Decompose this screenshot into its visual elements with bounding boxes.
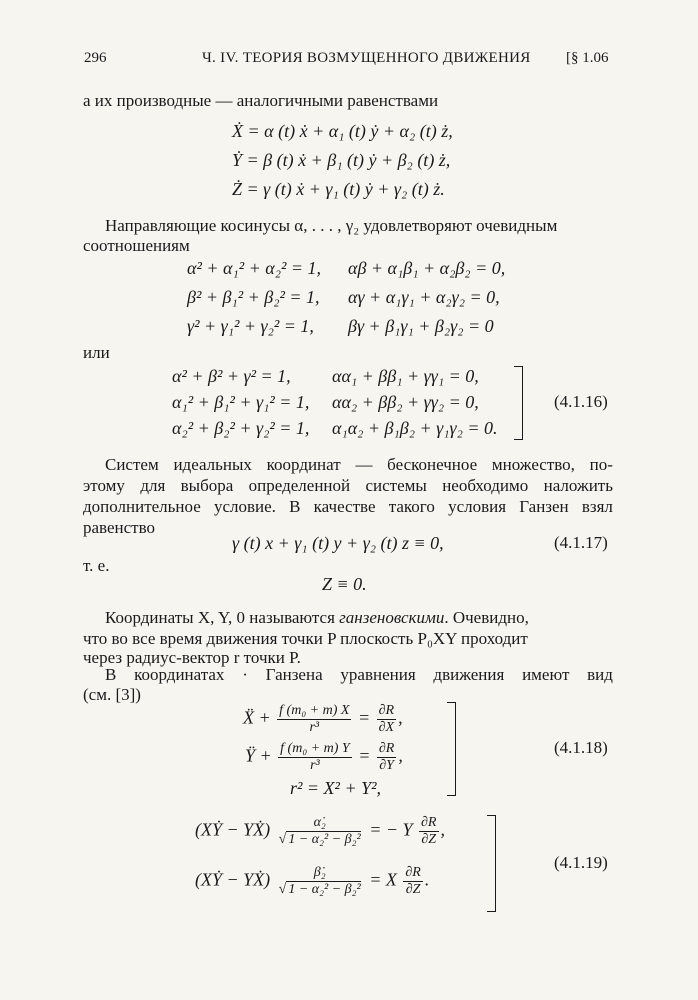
term: (XẎ − YẊ) (195, 869, 271, 890)
relation-b-right-3: α₁α₂ + β₁β₂ + γ₁γ₂ = 0. (332, 418, 498, 438)
word: этому (83, 476, 125, 495)
fraction (403, 865, 422, 898)
relation-a-right-3: βγ + β₁γ₁ + β₂γ₂ = 0 (348, 316, 494, 336)
denominator: √ 1 − α₂² − β₂² (278, 882, 361, 897)
word: имеют (522, 665, 570, 684)
section-ref: [§ 1.06 (566, 50, 609, 66)
page-number: 296 (84, 50, 107, 66)
para1-line-3 (83, 497, 613, 517)
word: Ганзена (265, 665, 323, 684)
denominator: ∂Z (405, 882, 421, 897)
word: дополнительное (83, 497, 201, 516)
numerator: ∂R (405, 865, 421, 880)
numerator: ∂R (378, 741, 395, 756)
running-head: Ч. IV. ТЕОРИЯ ВОЗМУЩЕННОГО ДВИЖЕНИЯ (202, 50, 531, 66)
word: координатах (134, 665, 225, 684)
fraction (419, 815, 438, 848)
denominator: ∂Z (421, 832, 437, 847)
text-run: . Очевидно, (444, 608, 529, 627)
numerator: β̇₂ (313, 865, 326, 880)
relation-a-right-2: αγ + α₁γ₁ + α₂γ₂ = 0, (348, 287, 500, 307)
word: условие. (213, 497, 276, 516)
word: В (105, 665, 117, 684)
word: идеальных (173, 455, 252, 474)
word: — (355, 455, 373, 474)
brace-4-1-18 (447, 702, 456, 796)
word: наложить (543, 476, 613, 495)
fraction (277, 865, 363, 898)
equals: = (358, 745, 371, 766)
numerator: ∂R (421, 815, 437, 830)
equation-4-1-18-row-1: Ẍ + $\frac{\text{f (m₀ + m) X}}{\text{r³}}$ = $\frac{\partial R}{\partial X}$ , (243, 703, 403, 735)
or-label: или (83, 343, 110, 362)
para2-line-3: через радиус-вектор r точки P. (83, 648, 301, 667)
fraction (377, 703, 396, 736)
word: множество, (491, 455, 575, 474)
word: движения (433, 665, 505, 684)
relation-a-right-1: αβ + α₁β₁ + α₂β₂ = 0, (348, 258, 506, 278)
term: = − Y (369, 819, 413, 840)
term: = X (369, 869, 397, 890)
para1-line-2 (83, 476, 613, 496)
brace-4-1-19 (487, 815, 496, 912)
text-run: Координаты X, Y, 0 называются (105, 608, 340, 627)
fraction (377, 741, 396, 774)
numerator: α̇₂ (313, 815, 326, 830)
fraction (277, 703, 351, 736)
numerator: ∂R (378, 703, 395, 718)
word: системы (365, 476, 427, 495)
word: вид (587, 665, 613, 684)
equation-4-1-18-row-2: Ÿ + $\frac{\text{f (m₀ + m) Y}}{\text{r³}}$ = $\frac{\partial R}{\partial Y}$ , (245, 741, 403, 773)
word: · (242, 665, 248, 684)
word: координат (266, 455, 341, 474)
para2-line-5: (см. [3]) (83, 685, 141, 704)
relation-a-left-2: β² + β₁² + β₂² = 1, (187, 287, 320, 307)
para1-line-1 (105, 455, 613, 475)
relation-b-right-2: αα₂ + ββ₂ + γγ₂ = 0, (332, 392, 479, 412)
word: Ганзен (519, 497, 569, 516)
equals: = (357, 707, 371, 728)
denominator: ∂X (378, 720, 395, 735)
equation-y-dot: Ẏ = β (t) ẋ + β₁ (t) ẏ + β₂ (t) ż, (232, 150, 451, 170)
equation-4-1-17: γ (t) x + γ₁ (t) y + γ₂ (t) z ≡ 0, (232, 533, 444, 553)
denominator: r³ (310, 758, 320, 773)
eq-number-4-1-17: (4.1.17) (554, 533, 608, 552)
brace-4-1-16 (514, 366, 523, 440)
equation-4-1-19-row-2: (XẎ − YẊ) $\frac{\text{β̇₂}}{\text{√ 1 − α₂² − β₂²}}$ = X $\frac{\partial R}{\partial Z}$ . (195, 865, 430, 897)
radicand: 1 − α₂² − β₂² (288, 882, 361, 897)
eq-number-4-1-19: (4.1.19) (554, 853, 608, 872)
fraction (278, 741, 352, 774)
word: условия (448, 497, 507, 516)
term: (XẎ − YẊ) (195, 819, 271, 840)
denominator: ∂Y (379, 758, 394, 773)
equation-z-zero: Z ≡ 0. (322, 574, 367, 594)
term-emphasis: ганзеновскими (339, 608, 445, 627)
denominator: r³ (309, 720, 320, 735)
relation-b-right-1: αα₁ + ββ₁ + γγ₁ = 0, (332, 366, 479, 386)
equation-4-1-19-row-1: (XẎ − YẊ) $\frac{\text{α̇₂}}{\text{√ 1 − α₂² − β₂²}}$ = − Y $\frac{\partial R}{\partial Z}$ , (195, 815, 445, 847)
relation-b-left-3: α₂² + β₂² + γ₂² = 1, (172, 418, 310, 438)
equation-z-dot: Ż = γ (t) ẋ + γ₁ (t) ẏ + γ₂ (t) ż. (232, 179, 445, 199)
para1-line-4: равенство (83, 518, 156, 537)
word: такого (388, 497, 435, 516)
relation-a-left-3: γ² + γ₁² + γ₂² = 1, (187, 316, 314, 336)
word: выбора (180, 476, 234, 495)
para2-line-4 (105, 665, 613, 685)
equation-x-dot: Ẋ = α (t) ẋ + α₁ (t) ẏ + α₂ (t) ż, (232, 121, 453, 141)
word: взял (581, 497, 613, 516)
numerator: f (m₀ + m) X (279, 703, 350, 718)
cosines-line-2: соотношениям (83, 236, 190, 255)
para2-line-2: что во все время движения точки P плоскость P₀XY проходит (83, 629, 528, 648)
word: для (140, 476, 166, 495)
radicand: 1 − α₂² − β₂² (288, 832, 361, 847)
word: по- (589, 455, 613, 474)
relation-b-left-2: α₁² + β₁² + γ₁² = 1, (172, 392, 310, 412)
word: уравнения (340, 665, 416, 684)
denominator: √ 1 − α₂² − β₂² (278, 832, 361, 847)
term: Ÿ + (245, 745, 272, 766)
eq-number-4-1-18: (4.1.18) (554, 738, 608, 757)
word: определенной (248, 476, 351, 495)
word: бесконечное (387, 455, 478, 474)
fraction (277, 815, 363, 848)
para2-line-1 (105, 607, 529, 629)
eq-number-4-1-16: (4.1.16) (554, 392, 608, 411)
numerator: f (m₀ + m) Y (280, 741, 350, 756)
intro-line: а их производные — аналогичными равенствами (83, 91, 439, 110)
equation-4-1-18-row-3: r² = X² + Y², (290, 778, 381, 798)
relation-b-left-1: α² + β² + γ² = 1, (172, 366, 291, 386)
word: В (289, 497, 301, 516)
word: качестве (313, 497, 376, 516)
word: Систем (105, 455, 159, 474)
word: необходимо (442, 476, 529, 495)
te-label: т. е. (83, 556, 110, 575)
term: Ẍ + (243, 707, 271, 728)
relation-a-left-1: α² + α₁² + α₂² = 1, (187, 258, 321, 278)
cosines-line-1: Направляющие косинусы α, . . . , γ₂ удовлетворяют очевидным (105, 216, 558, 235)
